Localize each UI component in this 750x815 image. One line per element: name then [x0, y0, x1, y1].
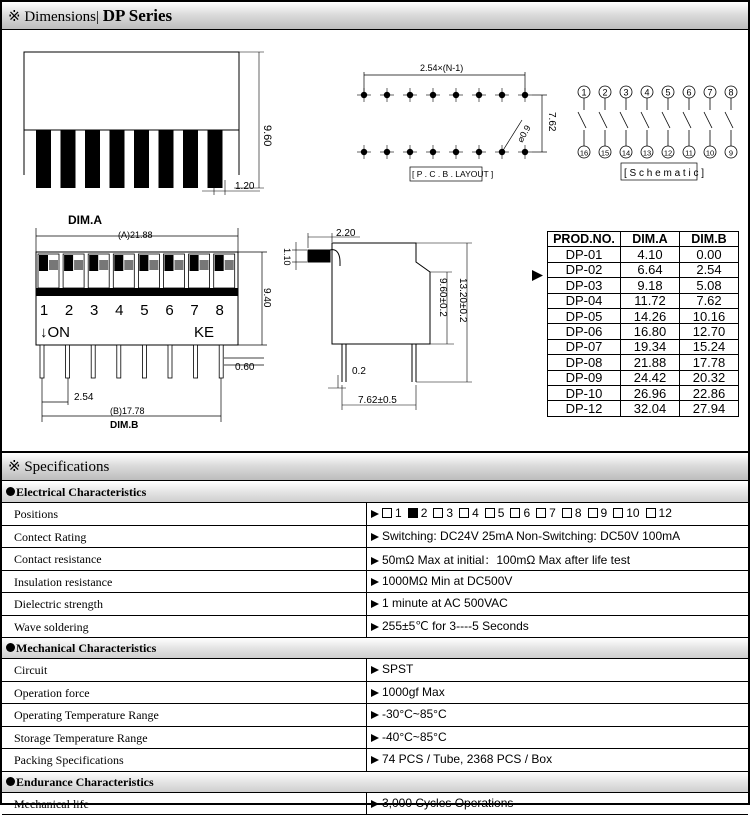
pcb-hole — [522, 149, 528, 155]
profile-top-label: 2.20 — [336, 228, 356, 239]
schematic-switch — [641, 112, 649, 128]
schematic-bottom-number: 9 — [729, 149, 733, 158]
position-number: 6 — [523, 506, 530, 520]
spec-row — [2, 793, 748, 815]
pcb-hole — [453, 149, 459, 155]
pcb-hole — [361, 149, 367, 155]
front-pin — [168, 345, 172, 378]
spec-value: 255±5℃ for 3----5 Seconds — [371, 619, 529, 633]
position-number: 10 — [626, 506, 639, 520]
dim-b-title: DIM.B — [110, 420, 138, 431]
profile-row-label: 7.62±0.5 — [358, 395, 397, 406]
position-checkbox — [408, 508, 418, 518]
position-number: 9 — [601, 506, 608, 520]
specifications-title: ※ Specifications — [8, 457, 109, 476]
on-label: ↓ON — [40, 324, 70, 341]
series-title: DP Series — [103, 6, 172, 25]
schematic-top-number: 7 — [707, 88, 712, 98]
table-cell: DP-01 — [548, 247, 621, 262]
table-cell: DP-08 — [548, 355, 621, 370]
ke-label: KE — [194, 324, 214, 341]
spec-label: Packing Specifications — [14, 753, 124, 768]
pin-width-label: 1.20 — [235, 181, 255, 192]
spec-value: 74 PCS / Tube, 2368 PCS / Box — [371, 752, 552, 766]
table-cell: 26.96 — [621, 385, 680, 400]
pcb-hole — [384, 149, 390, 155]
side-height-label: 9.60 — [261, 125, 273, 146]
spec-row — [2, 616, 748, 639]
switch-actuator — [64, 255, 73, 271]
pcb-hole — [499, 92, 505, 98]
side-pin — [134, 130, 149, 188]
schematic-bottom-number: 11 — [685, 149, 693, 158]
side-pin — [183, 130, 198, 188]
dimension-drawings — [2, 30, 748, 453]
table-cell: 10.16 — [680, 308, 739, 323]
table-cell: DP-02 — [548, 262, 621, 277]
dim-a-value: (A)21.88 — [118, 230, 153, 240]
position-checkbox — [382, 508, 392, 518]
pcb-hole — [430, 149, 436, 155]
switch-number: 1 — [40, 302, 48, 319]
pcb-hole-label: ⌀0.9 — [515, 123, 533, 144]
spec-row — [2, 727, 748, 750]
arrow-icon — [371, 510, 379, 518]
position-checkbox — [485, 508, 495, 518]
switch-number: 5 — [140, 302, 148, 319]
table-cell: DP-07 — [548, 339, 621, 354]
side-pin — [61, 130, 76, 188]
table-cell: 2.54 — [680, 262, 739, 277]
table-row — [548, 293, 739, 308]
product-dimension-table — [547, 231, 739, 417]
spec-value: 1000gf Max — [371, 685, 445, 699]
front-pins — [40, 345, 223, 378]
profile-pin-label: 0.2 — [352, 366, 366, 377]
pitch-label: 2.54 — [74, 392, 94, 403]
spec-value: 1 minute at AC 500VAC — [371, 596, 508, 610]
spec-value: 3,000 Cycles Operations — [371, 796, 513, 810]
schematic-bottom-number: 13 — [643, 149, 651, 158]
positions-label: Positions — [14, 507, 58, 522]
positions-row — [2, 503, 748, 526]
table-cell: DP-09 — [548, 370, 621, 385]
spec-label: Contect Rating — [14, 530, 86, 545]
arrow-icon — [371, 734, 379, 742]
table-header: DIM.A — [621, 232, 680, 247]
side-pin — [36, 130, 51, 188]
spec-row — [2, 749, 748, 772]
schematic-top-number: 6 — [686, 88, 691, 98]
spec-value: 1000MΩ Min at DC500V — [371, 574, 512, 588]
switch-actuator — [215, 255, 224, 271]
position-number: 1 — [395, 506, 402, 520]
dim-b-value: (B)17.78 — [110, 406, 145, 416]
schematic-bottom-number: 14 — [622, 149, 630, 158]
pcb-hole — [453, 92, 459, 98]
position-checkbox — [562, 508, 572, 518]
specifications-header — [2, 453, 748, 481]
arrow-icon — [371, 557, 379, 565]
table-row — [548, 247, 739, 262]
table-cell: 15.24 — [680, 339, 739, 354]
electrical-section — [2, 482, 748, 503]
schematic-top-number: 3 — [623, 88, 628, 98]
position-checkbox — [459, 508, 469, 518]
position-number: 5 — [498, 506, 505, 520]
dimensions-separator: | — [96, 9, 99, 25]
table-cell: DP-12 — [548, 401, 621, 416]
profile-act-label: 1.10 — [282, 248, 292, 266]
spec-row — [2, 704, 748, 727]
arrow-icon — [371, 578, 379, 586]
schematic-caption: [ S c h e m a t i c ] — [624, 168, 704, 179]
dimensions-header — [2, 2, 748, 30]
switch-number: 2 — [65, 302, 73, 319]
pcb-hole — [407, 92, 413, 98]
side-pin — [159, 130, 174, 188]
schematic — [578, 86, 737, 158]
spec-row — [2, 682, 748, 705]
spec-value: 50mΩ Max at initial：100mΩ Max after life test — [371, 551, 630, 568]
pcb-pitch-label: 2.54×(N-1) — [420, 63, 463, 73]
position-checkbox — [510, 508, 520, 518]
spec-label: Operating Temperature Range — [14, 708, 159, 723]
row-marker-icon — [532, 270, 543, 281]
side-pin — [110, 130, 125, 188]
spec-value: -40°C~85°C — [371, 730, 447, 744]
switch-number: 3 — [90, 302, 98, 319]
profile-h2-label: 13.20±0.2 — [457, 278, 468, 323]
position-checkbox — [646, 508, 656, 518]
table-cell: 12.70 — [680, 324, 739, 339]
position-number: 12 — [659, 506, 672, 520]
electrical-title: Electrical Characteristics — [16, 485, 146, 500]
spec-value: -30°C~85°C — [371, 707, 447, 721]
pcb-holes — [357, 88, 532, 159]
table-cell: DP-03 — [548, 278, 621, 293]
pin-thick-label: 0.60 — [235, 362, 255, 373]
schematic-switch — [578, 112, 586, 128]
table-cell: 6.64 — [621, 262, 680, 277]
front-pin — [117, 345, 121, 378]
arrow-icon — [371, 756, 379, 764]
profile-h1-label: 9.60±0.2 — [437, 278, 448, 317]
endurance-title: Endurance Characteristics — [16, 775, 154, 790]
switch-actuator — [39, 255, 48, 271]
mechanical-section — [2, 638, 748, 659]
table-row — [548, 401, 739, 416]
schematic-bottom-number: 16 — [580, 149, 588, 158]
table-row — [548, 262, 739, 277]
position-number: 8 — [575, 506, 582, 520]
table-cell: 22.86 — [680, 385, 739, 400]
schematic-bottom-number: 15 — [601, 149, 609, 158]
pcb-hole — [430, 92, 436, 98]
table-cell: 14.26 — [621, 308, 680, 323]
table-cell: DP-10 — [548, 385, 621, 400]
spec-label: Storage Temperature Range — [14, 731, 148, 746]
specifications — [2, 482, 748, 815]
mechanical-title: Mechanical Characteristics — [16, 641, 156, 656]
pcb-caption: [ P . C . B . LAYOUT ] — [412, 169, 493, 179]
schematic-top-number: 8 — [728, 88, 733, 98]
table-header: PROD.NO. — [548, 232, 621, 247]
side-pin — [85, 130, 100, 188]
schematic-switch — [704, 112, 712, 128]
arrow-icon — [371, 666, 379, 674]
table-row — [548, 339, 739, 354]
schematic-top-number: 4 — [644, 88, 649, 98]
position-checkbox — [588, 508, 598, 518]
position-number: 4 — [472, 506, 479, 520]
switch-number: 8 — [216, 302, 224, 319]
schematic-switch — [599, 112, 607, 128]
table-row — [548, 278, 739, 293]
side-pin — [208, 130, 223, 188]
arrow-icon — [371, 600, 379, 608]
pcb-layout — [364, 72, 547, 181]
table-cell: 32.04 — [621, 401, 680, 416]
front-pin — [194, 345, 198, 378]
table-cell: 7.62 — [680, 293, 739, 308]
schematic-top-number: 5 — [665, 88, 670, 98]
switch-number: 7 — [190, 302, 198, 319]
front-pin — [142, 345, 146, 378]
table-row — [548, 308, 739, 323]
arrow-icon — [371, 623, 379, 631]
table-cell: 9.18 — [621, 278, 680, 293]
schematic-top-number: 2 — [602, 88, 607, 98]
pcb-hole — [384, 92, 390, 98]
spec-row — [2, 659, 748, 682]
switch-actuator — [89, 255, 98, 271]
spec-label: Dielectric strength — [14, 597, 103, 612]
position-checkbox — [433, 508, 443, 518]
table-cell: 21.88 — [621, 355, 680, 370]
table-cell: 11.72 — [621, 293, 680, 308]
profile-view — [292, 233, 472, 410]
position-checkbox — [613, 508, 623, 518]
table-cell: 20.32 — [680, 370, 739, 385]
schematic-switch — [683, 112, 691, 128]
position-number: 3 — [446, 506, 453, 520]
spec-label: Contact resistance — [14, 552, 102, 567]
spec-value: SPST — [371, 662, 413, 676]
spec-label: Wave soldering — [14, 620, 89, 635]
pcb-hole — [361, 92, 367, 98]
front-numbers — [40, 302, 224, 319]
table-cell: 4.10 — [621, 247, 680, 262]
table-cell: 17.78 — [680, 355, 739, 370]
arrow-icon — [371, 533, 379, 541]
pcb-hole — [499, 149, 505, 155]
front-pin — [40, 345, 44, 378]
table-row — [548, 385, 739, 400]
positions-value — [371, 506, 672, 520]
schematic-bottom-number: 12 — [664, 149, 672, 158]
switch-actuator — [165, 255, 174, 271]
switch-actuator — [139, 255, 148, 271]
spec-label: Circuit — [14, 663, 47, 678]
spec-label: Insulation resistance — [14, 575, 112, 590]
front-pin — [91, 345, 95, 378]
position-number: 2 — [421, 506, 428, 520]
pcb-hole — [476, 92, 482, 98]
table-cell: 27.94 — [680, 401, 739, 416]
arrow-icon — [371, 800, 379, 808]
front-switches — [36, 254, 238, 296]
table-header: DIM.B — [680, 232, 739, 247]
switch-actuator — [114, 255, 123, 271]
spec-value: Switching: DC24V 25mA Non-Switching: DC50V 100mA — [371, 529, 680, 543]
pcb-hole — [476, 149, 482, 155]
table-cell: DP-06 — [548, 324, 621, 339]
schematic-top-number: 1 — [581, 88, 586, 98]
table-row — [548, 370, 739, 385]
spec-row — [2, 593, 748, 616]
table-row — [548, 355, 739, 370]
pcb-row-label: 7.62 — [546, 112, 557, 132]
pcb-hole — [522, 92, 528, 98]
table-row — [548, 324, 739, 339]
schematic-bottom-number: 10 — [706, 149, 714, 158]
spec-row — [2, 526, 748, 549]
front-pin — [219, 345, 223, 378]
spec-label: Operation force — [14, 686, 90, 701]
front-pin — [66, 345, 70, 378]
spec-row — [2, 548, 748, 571]
table-cell: DP-05 — [548, 308, 621, 323]
schematic-switch — [725, 112, 733, 128]
table-cell: 5.08 — [680, 278, 739, 293]
table-cell: 19.34 — [621, 339, 680, 354]
arrow-icon — [371, 689, 379, 697]
schematic-switch — [662, 112, 670, 128]
table-cell: 0.00 — [680, 247, 739, 262]
table-cell: 16.80 — [621, 324, 680, 339]
switch-number: 6 — [165, 302, 173, 319]
dimensions-prefix: ※ Dimensions — [8, 9, 96, 25]
schematic-switch — [620, 112, 628, 128]
endurance-section — [2, 772, 748, 793]
position-checkbox — [536, 508, 546, 518]
switch-number: 4 — [115, 302, 123, 319]
table-cell: 24.42 — [621, 370, 680, 385]
spec-label: Mechanical life — [14, 797, 89, 812]
table-cell: DP-04 — [548, 293, 621, 308]
front-height-label: 9.40 — [261, 288, 272, 308]
arrow-icon — [371, 711, 379, 719]
position-number: 7 — [549, 506, 556, 520]
side-pins — [36, 130, 223, 188]
pcb-hole — [407, 149, 413, 155]
dim-a-title: DIM.A — [68, 213, 102, 227]
switch-actuator — [190, 255, 199, 271]
spec-row — [2, 571, 748, 594]
